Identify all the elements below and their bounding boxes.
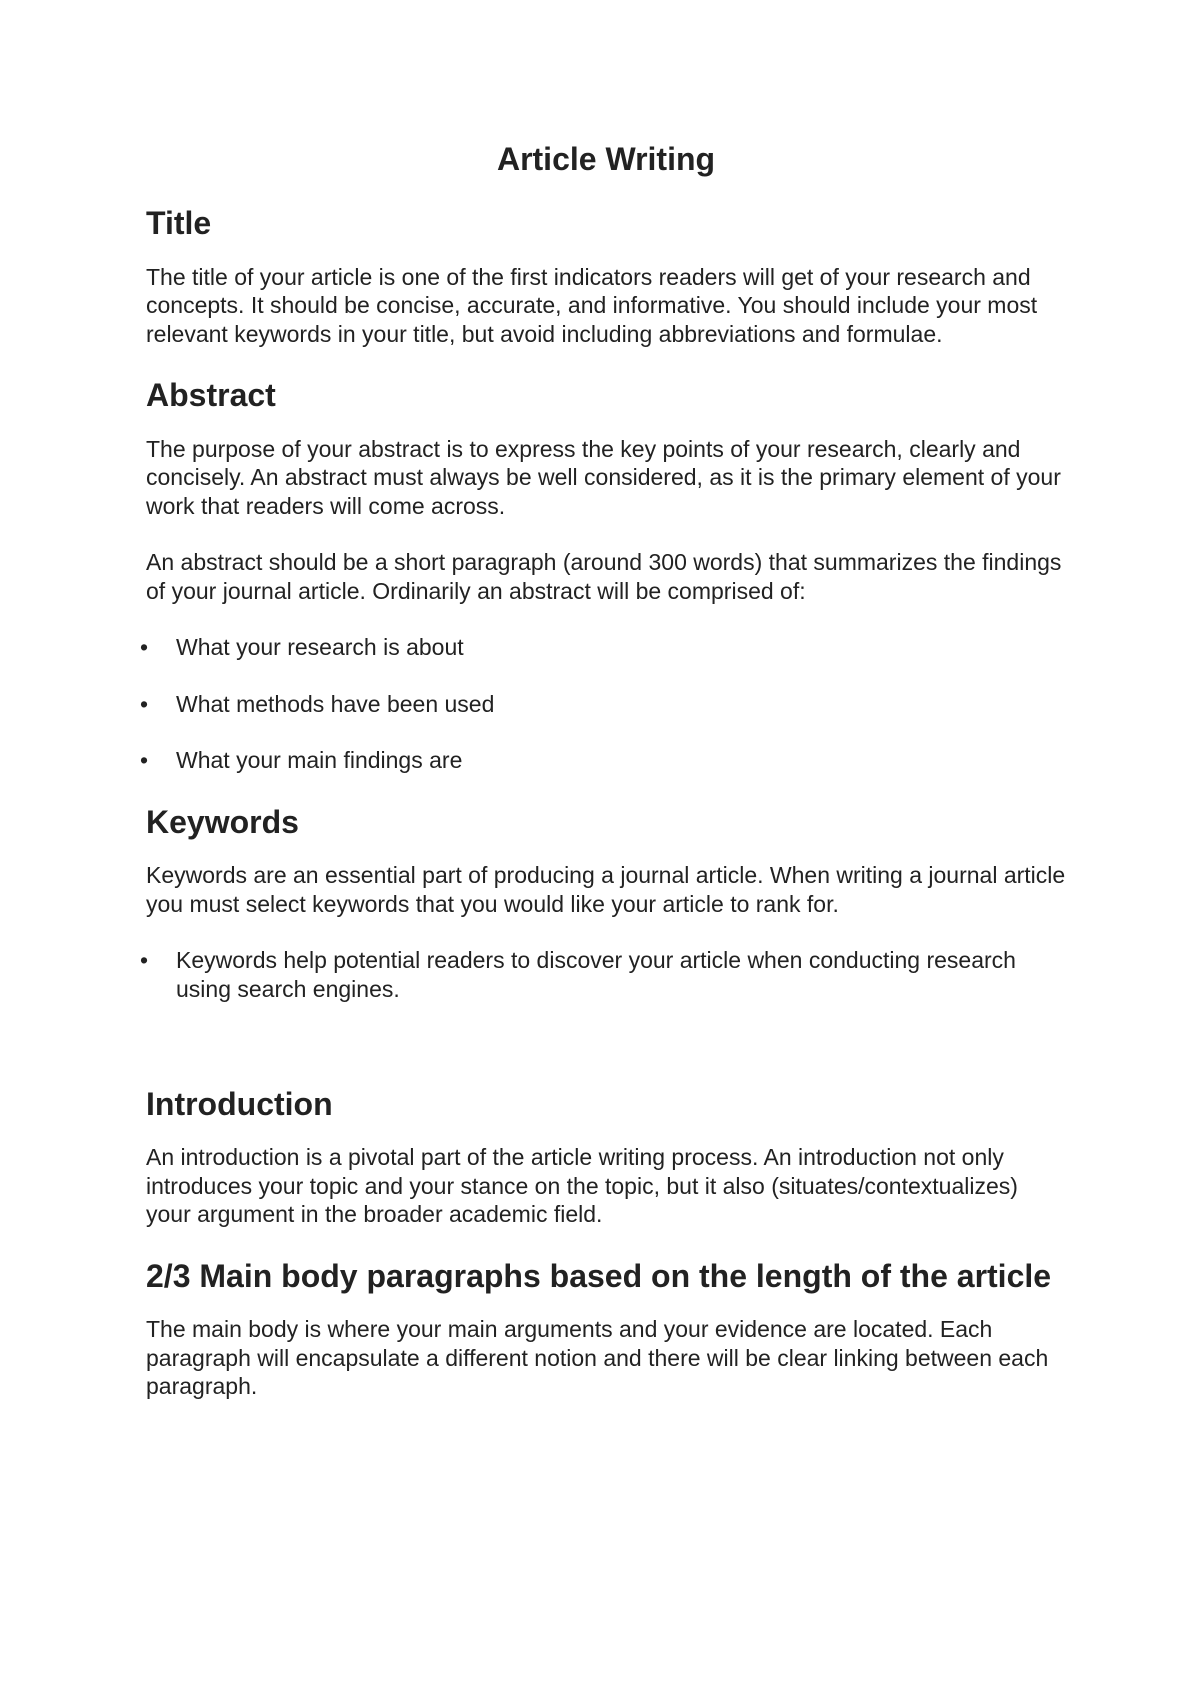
blank-space: [146, 1031, 1066, 1085]
paragraph: Keywords are an essential part of producing a journal article. When writing a journal article you must select keywords that you would like your article to rank for.: [146, 862, 1066, 917]
paragraph: The main body is where your main arguments and your evidence are located. Each paragraph will encapsulate a different notion and there will be clear linking between each paragraph.: [146, 1316, 1049, 1400]
list-item: [140, 946, 1066, 1003]
section-heading-keywords: Keywords: [146, 803, 299, 840]
list-item-text: What your research is about: [176, 634, 464, 661]
paragraph: An abstract should be a short paragraph (around 300 words) that summarizes the findings of your journal article. Ordinarily an abstract will be comprised of:: [146, 549, 1062, 604]
section-heading-introduction: Introduction: [146, 1086, 333, 1123]
list-item: [140, 746, 1066, 775]
section-heading-title: Title: [146, 205, 212, 242]
list-item-text: What your main findings are: [176, 747, 463, 774]
paragraph: The purpose of your abstract is to express the key points of your research, clearly and concisely. An abstract must always be well considered, as it is the primary element of your work that readers will come across.: [146, 435, 1061, 519]
document-title: Article Writing: [496, 141, 716, 177]
section-main-body: [146, 1257, 1066, 1401]
document-content: [140, 140, 1066, 1429]
list-item-text: Keywords help potential readers to discover your article when conducting research using search engines.: [176, 947, 1016, 1002]
paragraph: An introduction is a pivotal part of the article writing process. An introduction not only introduces your topic and your stance on the topic, but it also (situates/contextualizes) your argument in the broader academic field.: [146, 1144, 1018, 1228]
section-keywords: [140, 803, 1066, 1003]
bullet-icon: •: [140, 747, 149, 774]
list-item: [140, 633, 1066, 662]
bullet-list: [140, 633, 1066, 775]
section-heading-main-body: 2/3 Main body paragraphs based on the length of the article: [146, 1257, 1052, 1294]
section-abstract: [140, 376, 1066, 774]
bullet-icon: •: [140, 634, 149, 661]
section-introduction: [146, 1085, 1066, 1229]
list-item-text: What methods have been used: [176, 690, 495, 717]
bullet-icon: •: [140, 690, 149, 717]
paragraph: The title of your article is one of the first indicators readers will get of your research and concepts. It should be concise, accurate, and informative. You should include your most relevant keywords in your title, but avoid including abbreviations and formulae.: [146, 263, 1038, 347]
section-heading-abstract: Abstract: [146, 377, 276, 414]
section-title: [146, 204, 1066, 348]
bullet-icon: •: [140, 947, 149, 974]
list-item: [140, 690, 1066, 719]
bullet-list: [140, 946, 1066, 1003]
